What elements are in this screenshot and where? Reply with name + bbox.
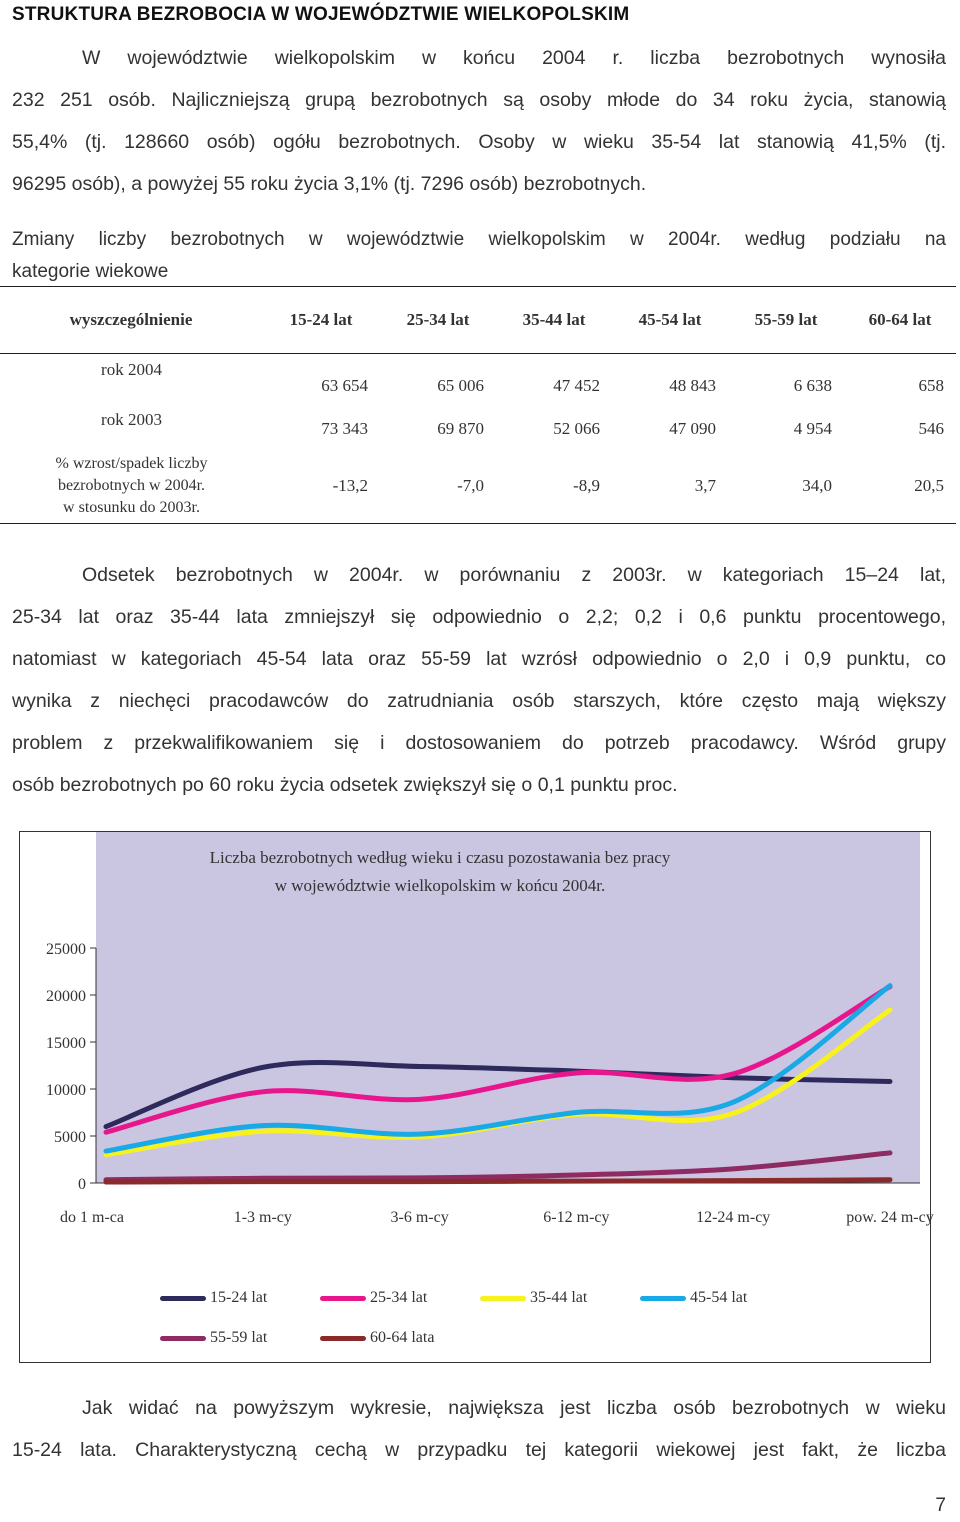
legend-label: 60-64 lata (370, 1329, 435, 1346)
legend-row (160, 1278, 860, 1318)
table-cell: 69 870 (437, 419, 484, 438)
legend-label: 15-24 lat (210, 1289, 268, 1306)
table-cell: 4 954 (793, 419, 832, 438)
legend-swatch (480, 1296, 526, 1301)
column-header: 45-54 lat (612, 287, 728, 354)
series-line (106, 1180, 890, 1182)
text-line: Odsetek bezrobotnych w 2004r. w porównaniu z 2003r. w kategoriach 15–24 lat, (82, 564, 946, 586)
chart-title-line: Liczba bezrobotnych według wieku i czasu pozostawania bez pracy (209, 848, 671, 867)
y-tick-label: 0 (78, 1176, 86, 1193)
table-cell: 47 090 (669, 419, 716, 438)
legend-swatch (160, 1296, 206, 1301)
x-tick-label: pow. 24 m-cy (846, 1209, 934, 1226)
table-cell: 658 (918, 376, 944, 395)
x-tick-label: 12-24 m-cy (696, 1209, 771, 1226)
legend-item (640, 1289, 800, 1307)
text-line: natomiast w kategoriach 45-54 lata oraz 55-59 lat wzrósł odpowiednio o 2,0 i 0,9 punktu, co (12, 648, 946, 670)
text-line: 15-24 lata. Charakterystyczną cechą w przypadku tej kategorii wiekowej jest fakt, że liczba (12, 1439, 946, 1461)
x-tick-label: 6-12 m-cy (543, 1209, 610, 1226)
legend-swatch (320, 1296, 366, 1301)
column-header: 55-59 lat (728, 287, 844, 354)
chart-title-line: w województwie wielkopolskim w końcu 2004r. (274, 876, 606, 895)
row-label-line: % wzrost/spadek liczby (55, 455, 208, 472)
table-cell: 65 006 (437, 376, 484, 395)
text-line: osób bezrobotnych po 60 roku życia odsetek zwiększył się o 0,1 punktu proc. (12, 774, 678, 796)
legend-label: 45-54 lat (690, 1289, 748, 1306)
table-cell: 546 (918, 419, 944, 438)
table-cell: 73 343 (321, 419, 368, 438)
table-cell: -13,2 (262, 449, 380, 524)
text-line: Zmiany liczby bezrobotnych w województwie wielkopolskim w 2004r. według podziału na (12, 229, 946, 250)
legend-swatch (320, 1336, 366, 1341)
legend-swatch (640, 1296, 686, 1301)
text-line: 25-34 lat oraz 35-44 lata zmniejszył się odpowiednio o 2,2; 0,2 i 0,6 punktu procentowego, (12, 606, 946, 628)
legend-item (480, 1289, 640, 1307)
row-label-line: bezrobotnych w 2004r. (57, 477, 206, 494)
chart-legend (160, 1278, 860, 1358)
column-header: 60-64 lat (844, 287, 956, 354)
row-label: rok 2004 (101, 360, 162, 379)
x-tick-label: 1-3 m-cy (233, 1209, 292, 1226)
legend-item (160, 1329, 320, 1347)
y-tick-label: 10000 (46, 1082, 86, 1099)
column-header: wyszczególnienie (0, 287, 262, 354)
text-line: wynika z niechęci pracodawców do zatrudniania osób starszych, które często mają większy (12, 690, 946, 712)
column-header: 15-24 lat (262, 287, 380, 354)
text-line: 232 251 osób. Najliczniejszą grupą bezrobotnych są osoby młode do 34 roku życia, stanowią (12, 89, 946, 111)
text-line: 55,4% (tj. 128660 osób) ogółu bezrobotnych. Osoby w wieku 35-54 lat stanowią 41,5% (tj. (12, 131, 946, 153)
text-line: 96295 osób), a powyżej 55 roku życia 3,1% (tj. 7296 osób) bezrobotnych. (12, 173, 647, 195)
table-cell: 34,0 (728, 449, 844, 524)
y-tick-label: 5000 (54, 1129, 86, 1146)
chart-title (0, 844, 960, 900)
table-cell: 6 638 (793, 376, 832, 395)
legend-row (160, 1318, 860, 1358)
legend-item (160, 1289, 320, 1307)
column-header: 35-44 lat (496, 287, 612, 354)
x-tick-label: do 1 m-ca (60, 1209, 124, 1226)
row-label-line: w stosunku do 2003r. (63, 499, 200, 516)
table-cell: 20,5 (844, 449, 956, 524)
legend-label: 35-44 lat (530, 1289, 588, 1306)
conclusion-paragraph (12, 1387, 946, 1471)
table-cell: -7,0 (380, 449, 496, 524)
legend-item (320, 1329, 480, 1347)
section-heading: STRUKTURA BEZROBOCIA W WOJEWÓDZTWIE WIELKOPOLSKIM (12, 4, 630, 25)
x-tick-label: 3-6 m-cy (390, 1209, 449, 1226)
column-header: 25-34 lat (380, 287, 496, 354)
row-label: rok 2003 (101, 410, 162, 429)
y-tick-label: 20000 (46, 988, 86, 1005)
legend-label: 25-34 lat (370, 1289, 428, 1306)
legend-label: 55-59 lat (210, 1329, 268, 1346)
table-cell: 63 654 (321, 376, 368, 395)
table-cell: 47 452 (553, 376, 600, 395)
table-cell: -8,9 (496, 449, 612, 524)
legend-swatch (160, 1336, 206, 1341)
y-tick-label: 25000 (46, 941, 86, 958)
y-tick-label: 15000 (46, 1035, 86, 1052)
text-line: problem z przekwalifikowaniem się i dostosowaniem do potrzeb pracodawcy. Wśród grupy (12, 732, 946, 754)
text-line: kategorie wiekowe (12, 261, 169, 282)
page-number: 7 (935, 1495, 946, 1516)
text-line: Jak widać na powyższym wykresie, największa jest liczba osób bezrobotnych w wieku (82, 1397, 946, 1419)
legend-item (320, 1289, 480, 1307)
text-line: W województwie wielkopolskim w końcu 2004 r. liczba bezrobotnych wynosiła (82, 47, 946, 69)
table-cell: 48 843 (669, 376, 716, 395)
table-cell: 52 066 (553, 419, 600, 438)
table-cell: 3,7 (612, 449, 728, 524)
